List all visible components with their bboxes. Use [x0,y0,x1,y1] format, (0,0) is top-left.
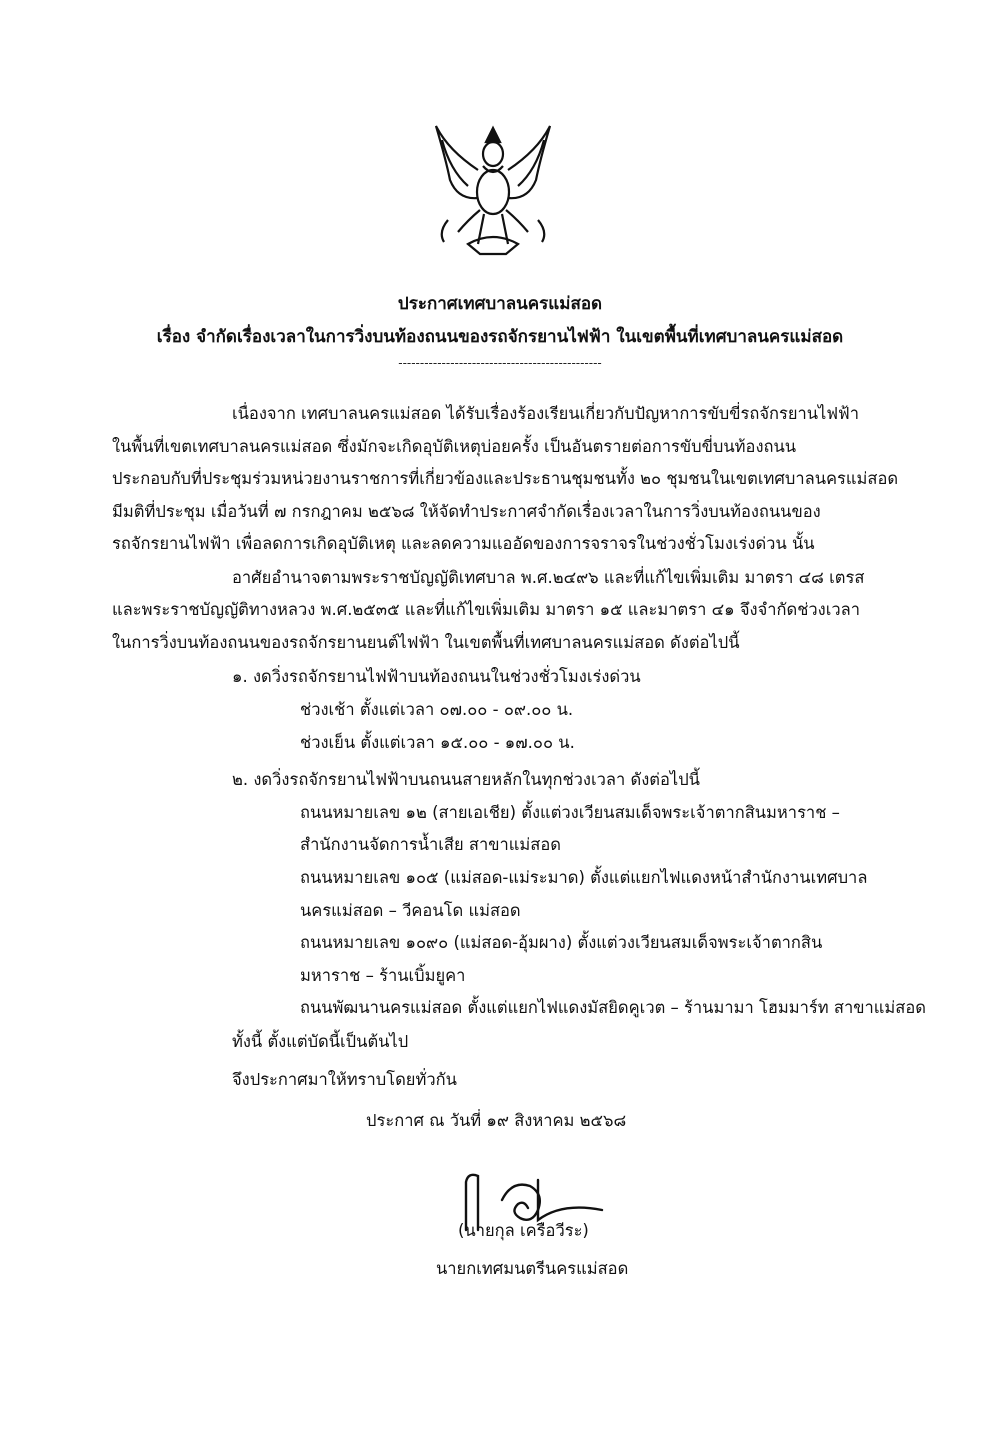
paragraph-2-line: และพระราชบัญญัติทางหลวง พ.ศ.๒๕๓๕ และที่แก้ไขเพิ่มเติม มาตรา ๑๕ และมาตรา ๔๑ จึงจำกัดช่วงเวลา [112,600,861,619]
signer-title: นายกเทศมนตรีนครแม่สอด [436,1259,629,1278]
road-line: นครแม่สอด – วีคอนโด แม่สอด [300,901,521,920]
paragraph-1-line: รถจักรยานไฟฟ้า เพื่อลดการเกิดอุบัติเหตุ และลดความแออัดของการจราจรในช่วงชั่วโมงเร่งด่วน นั้น [112,534,815,553]
paragraph-2-line: ในการวิ่งบนท้องถนนของรถจักรยานยนต์ไฟฟ้า ในเขตพื้นที่เทศบาลนครแม่สอด ดังต่อไปนี้ [112,633,740,652]
paragraph-1-line: ในพื้นที่เขตเทศบาลนครแม่สอด ซึ่งมักจะเกิดอุบัติเหตุบ่อยครั้ง เป็นอันตรายต่อการขับขี่บนท้องถนน [112,437,797,456]
item-1-morning: ช่วงเช้า ตั้งแต่เวลา ๐๗.๐๐ - ๐๙.๐๐ น. [300,700,574,719]
announcement-title: ประกาศเทศบาลนครแม่สอด [397,294,603,314]
road-line: สำนักงานจัดการน้ำเสีย สาขาแม่สอด [300,835,561,854]
announce-statement: จึงประกาศมาให้ทราบโดยทั่วกัน [232,1070,457,1089]
paragraph-1-line: เนื่องจาก เทศบาลนครแม่สอด ได้รับเรื่องร้องเรียนเกี่ยวกับปัญหาการขับขี่รถจักรยานไฟฟ้า [232,404,859,423]
paragraph-1-line: มีมติที่ประชุม เมื่อวันที่ ๗ กรกฎาคม ๒๕๖๘ ให้จัดทำประกาศจำกัดเรื่องเวลาในการวิ่งบนท้องถนนของ [112,502,821,521]
garuda-emblem-icon [428,120,558,260]
item-1-evening: ช่วงเย็น ตั้งแต่เวลา ๑๕.๐๐ - ๑๗.๐๐ น. [300,733,575,752]
announcement-subject: เรื่อง จำกัดเรื่องเวลาในการวิ่งบนท้องถนนของรถจักรยานไฟฟ้า ในเขตพื้นที่เทศบาลนครแม่สอด [156,327,844,347]
road-line: ถนนหมายเลข ๑๐๕ (แม่สอด-แม่ระมาด) ตั้งแต่แยกไฟแดงหน้าสำนักงานเทศบาล [300,868,868,887]
announcement-date: ประกาศ ณ วันที่ ๑๙ สิงหาคม ๒๕๖๘ [366,1111,627,1130]
signer-name: (นายกุล เครือวีระ) [458,1221,589,1240]
paragraph-2-line: อาศัยอำนาจตามพระราชบัญญัติเทศบาล พ.ศ.๒๔๙๖ และที่แก้ไขเพิ่มเติม มาตรา ๔๘ เตรส [232,568,865,587]
divider-line: ----------------------------------------------- [398,356,602,370]
road-line: ถนนพัฒนานครแม่สอด ตั้งแต่แยกไฟแดงมัสยิดคูเวต – ร้านมามา โฮมมาร์ท สาขาแม่สอด [300,998,926,1017]
road-line: ถนนหมายเลข ๑๐๙๐ (แม่สอด-อุ้มผาง) ตั้งแต่วงเวียนสมเด็จพระเจ้าตากสิน [300,933,823,952]
item-2-heading: ๒. งดวิ่งรถจักรยานไฟฟ้าบนถนนสายหลักในทุกช่วงเวลา ดังต่อไปนี้ [232,770,700,789]
paragraph-1-line: ประกอบกับที่ประชุมร่วมหน่วยงานราชการที่เกี่ยวข้องและประธานชุมชนทั้ง ๒๐ ชุมชนในเขตเทศบาลนครแม่สอด [112,469,899,488]
road-line: มหาราช – ร้านเบิ้มยูคา [300,966,466,985]
road-line: ถนนหมายเลข ๑๒ (สายเอเชีย) ตั้งแต่วงเวียนสมเด็จพระเจ้าตากสินมหาราช – [300,803,840,822]
item-1-heading: ๑. งดวิ่งรถจักรยานไฟฟ้าบนท้องถนนในช่วงชั่วโมงเร่งด่วน [232,667,641,686]
effective-statement: ทั้งนี้ ตั้งแต่บัดนี้เป็นต้นไป [232,1032,409,1051]
